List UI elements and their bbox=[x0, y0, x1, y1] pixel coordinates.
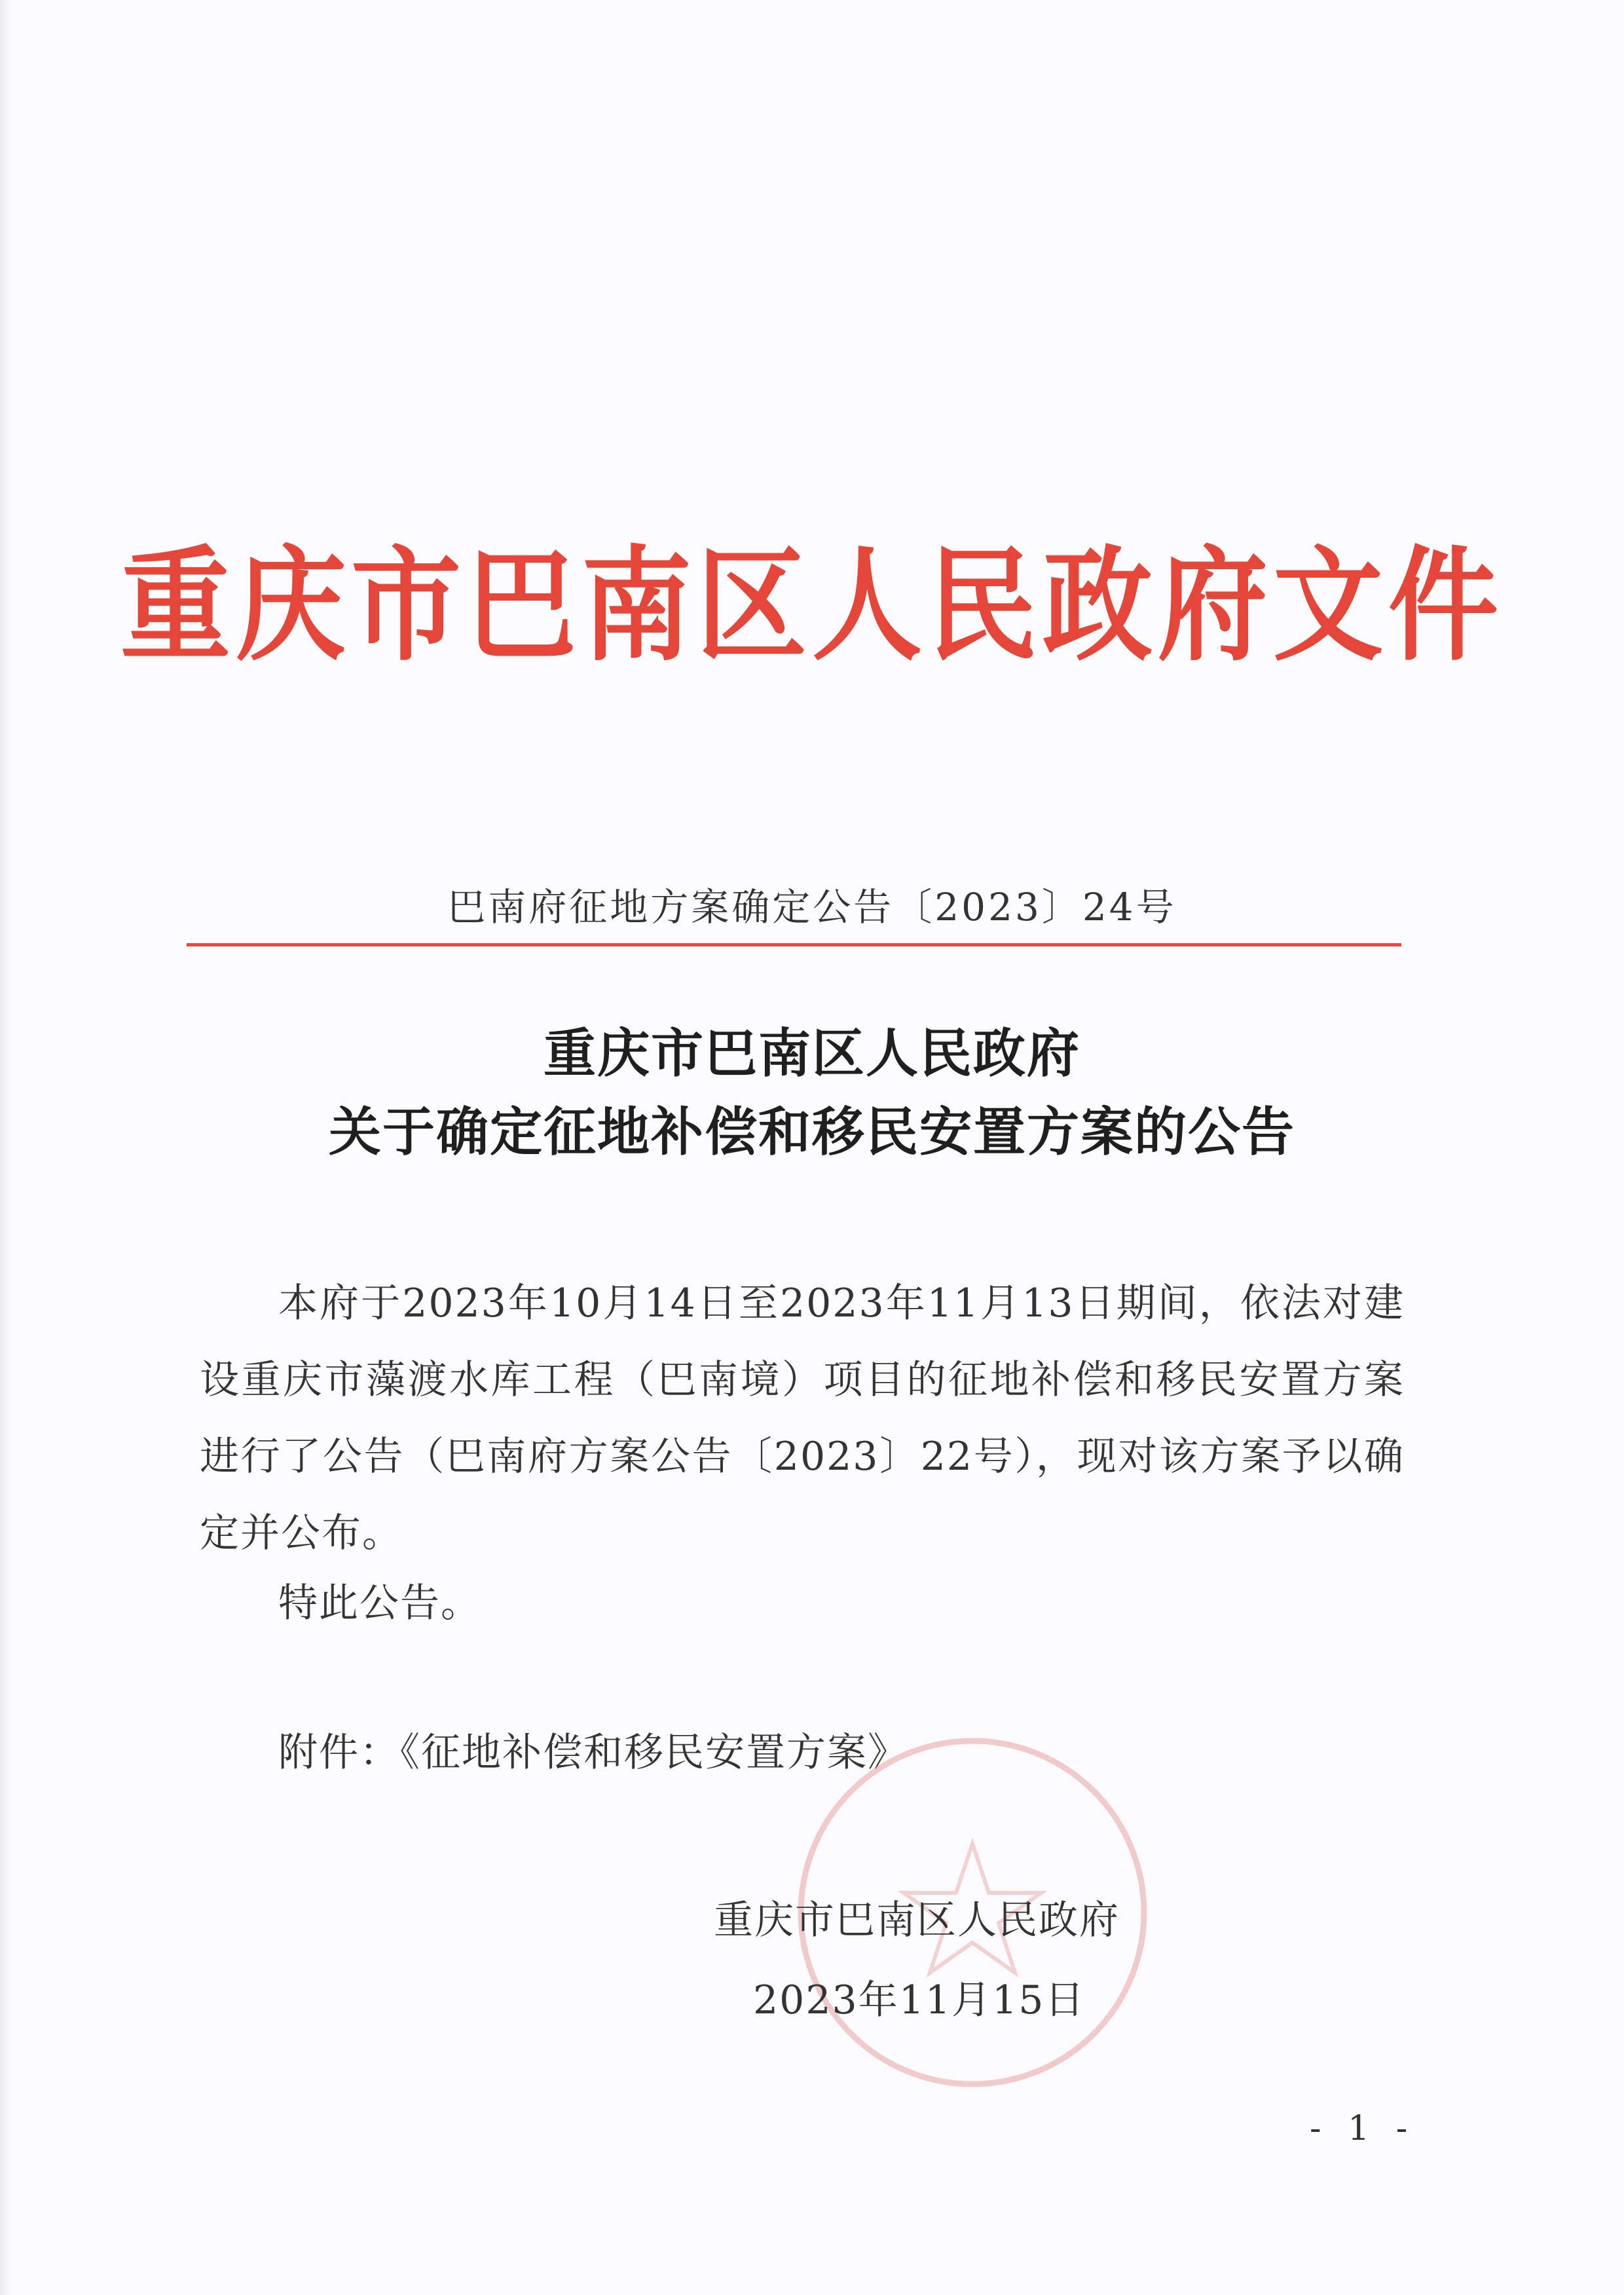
masthead-title: 重庆市巴南区人民政府文件 bbox=[120, 532, 1504, 678]
page-number: - 1 - bbox=[1310, 2109, 1416, 2148]
red-divider-line bbox=[187, 943, 1401, 946]
title-line-1: 重庆市巴南区人民政府 bbox=[544, 1022, 1080, 1084]
closing-line: 特此公告。 bbox=[278, 1580, 481, 1626]
signature-organization: 重庆市巴南区人民政府 bbox=[714, 1897, 1120, 1943]
signature-date: 2023年11月15日 bbox=[753, 1977, 1086, 2023]
document-number: 巴南府征地方案确定公告〔2023〕24号 bbox=[447, 885, 1177, 929]
body-paragraph: 本府于2023年10月14日至2023年11月13日期间，依法对建设重庆市藻渡水库工程（巴南境）项目的征地补偿和移民安置方案进行了公告（巴南府方案公告〔2023〕22号），现对该方案予以确定并公布。 bbox=[200, 1280, 1405, 1556]
attachment-line: 附件：《征地补偿和移民安置方案》 bbox=[278, 1730, 908, 1776]
title-line-2: 关于确定征地补偿和移民安置方案的公告 bbox=[329, 1101, 1295, 1163]
